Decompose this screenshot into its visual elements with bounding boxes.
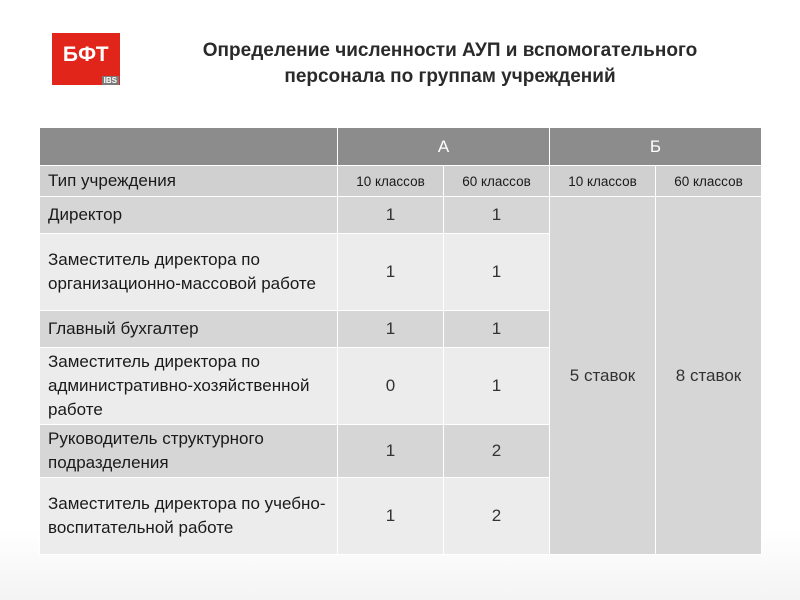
title-line-2: персонала по группам учреждений <box>284 66 616 87</box>
b60-merged-value: 8 ставок <box>656 197 762 555</box>
a60-value: 1 <box>444 234 550 311</box>
sub-b-60: 60 классов <box>656 166 762 197</box>
bft-logo <box>52 33 120 85</box>
sub-a-10: 10 классов <box>338 166 444 197</box>
sub-a-60: 60 классов <box>444 166 550 197</box>
row-label: Заместитель директора по организационно-массовой работе <box>40 234 338 311</box>
a60-value: 1 <box>444 311 550 348</box>
a60-value: 2 <box>444 425 550 478</box>
a10-value: 1 <box>338 197 444 234</box>
table-row <box>40 197 762 234</box>
slide-title <box>140 38 760 90</box>
a10-value: 1 <box>338 311 444 348</box>
subheader-row <box>40 166 762 197</box>
a60-value: 2 <box>444 478 550 555</box>
a10-value: 0 <box>338 348 444 425</box>
staffing-table <box>39 127 762 555</box>
logo-ibs: IBS <box>103 76 117 85</box>
sub-b-10: 10 классов <box>550 166 656 197</box>
group-a-header: А <box>338 128 550 166</box>
a10-value: 1 <box>338 478 444 555</box>
a10-value: 1 <box>338 234 444 311</box>
logo-text: БФТ <box>52 33 120 77</box>
group-header-row <box>40 128 762 166</box>
header-blank-cell <box>40 128 338 166</box>
row-label: Директор <box>40 197 338 234</box>
title-line-1: Определение численности АУП и вспомогательного <box>202 40 698 61</box>
row-label: Заместитель директора по административно-хозяйственной работе <box>40 348 338 425</box>
row-label: Главный бухгалтер <box>40 311 338 348</box>
type-label: Тип учреждения <box>40 166 338 197</box>
group-b-header: Б <box>550 128 762 166</box>
a60-value: 1 <box>444 348 550 425</box>
a10-value: 1 <box>338 425 444 478</box>
b10-merged-value: 5 ставок <box>550 197 656 555</box>
row-label: Заместитель директора по учебно-воспитательной работе <box>40 478 338 555</box>
a60-value: 1 <box>444 197 550 234</box>
row-label: Руководитель структурного подразделения <box>40 425 338 478</box>
